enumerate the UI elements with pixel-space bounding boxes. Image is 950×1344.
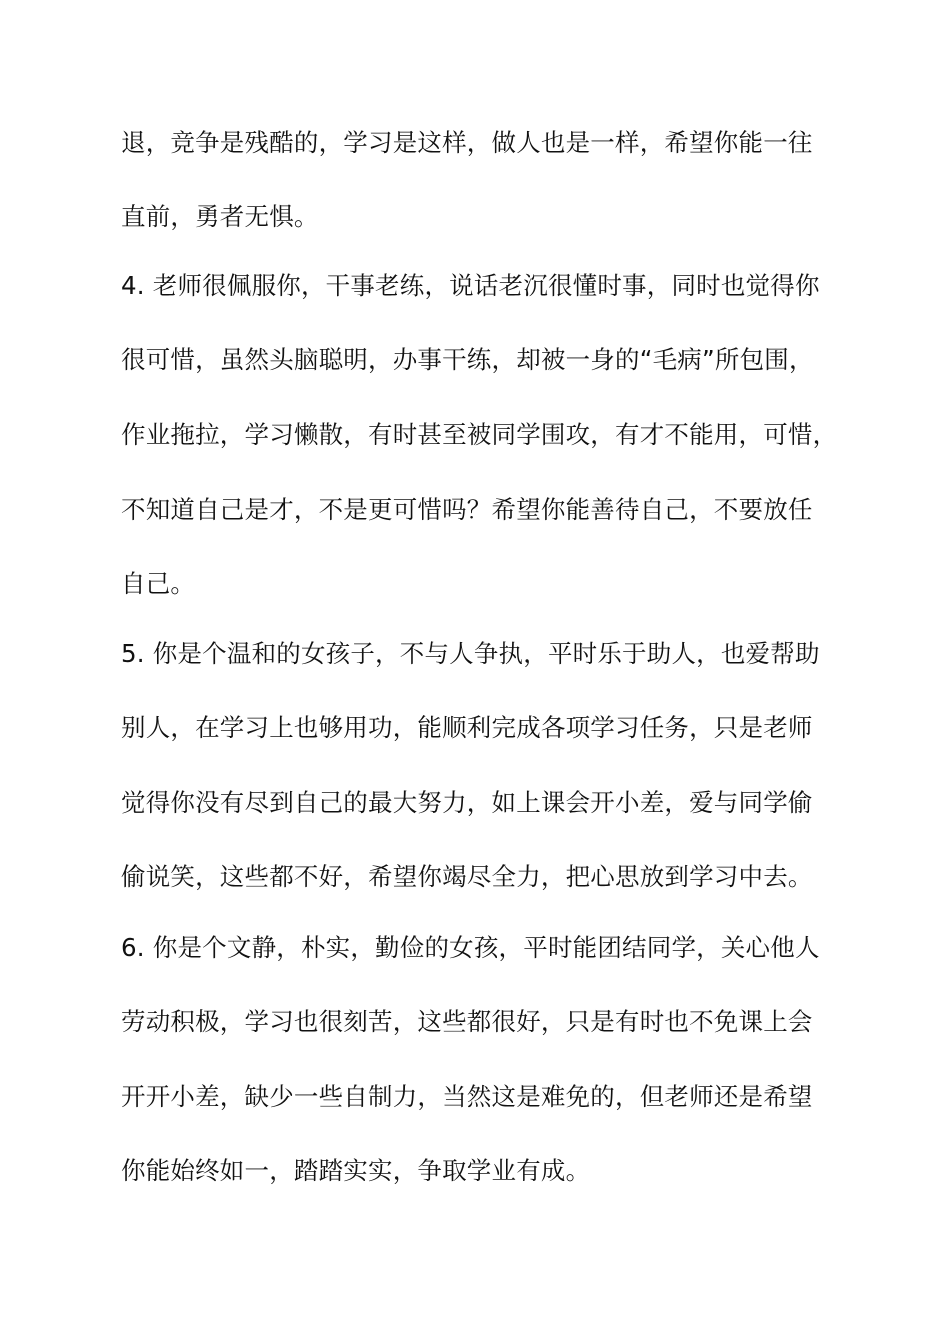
text-line: 别人，在学习上也够用功，能顺利完成各项学习任务，只是老师 (121, 713, 813, 742)
text-line: 6. 你是个文静，朴实，勤俭的女孩，平时能团结同学，关心他人 (121, 933, 820, 962)
text-line: 直前，勇者无惧。 (121, 202, 319, 231)
text-line: 5. 你是个温和的女孩子，不与人争执，平时乐于助人，也爱帮助 (121, 639, 820, 668)
text-line: 不知道自己是才，不是更可惜吗？希望你能善待自己，不要放任 (121, 495, 813, 524)
text-line: 很可惜，虽然头脑聪明，办事干练，却被一身的“毛病”所包围， (121, 345, 814, 374)
text-line: 觉得你没有尽到自己的最大努力，如上课会开小差，爱与同学偷 (121, 788, 813, 817)
text-line: 开开小差，缺少一些自制力，当然这是难免的，但老师还是希望 (121, 1082, 813, 1111)
text-line: 退，竞争是残酷的，学习是这样，做人也是一样，希望你能一往 (121, 128, 813, 157)
text-line: 作业拖拉，学习懒散，有时甚至被同学围攻，有才不能用，可惜， (121, 420, 838, 449)
text-line: 你能始终如一，踏踏实实，争取学业有成。 (121, 1156, 591, 1185)
text-line: 自己。 (121, 569, 196, 598)
text-line: 偷说笑，这些都不好，希望你竭尽全力，把心思放到学习中去。 (121, 862, 813, 891)
text-line: 劳动积极，学习也很刻苦，这些都很好，只是有时也不免课上会 (121, 1007, 813, 1036)
text-line: 4. 老师很佩服你，干事老练，说话老沉很懂时事，同时也觉得你 (121, 271, 820, 300)
